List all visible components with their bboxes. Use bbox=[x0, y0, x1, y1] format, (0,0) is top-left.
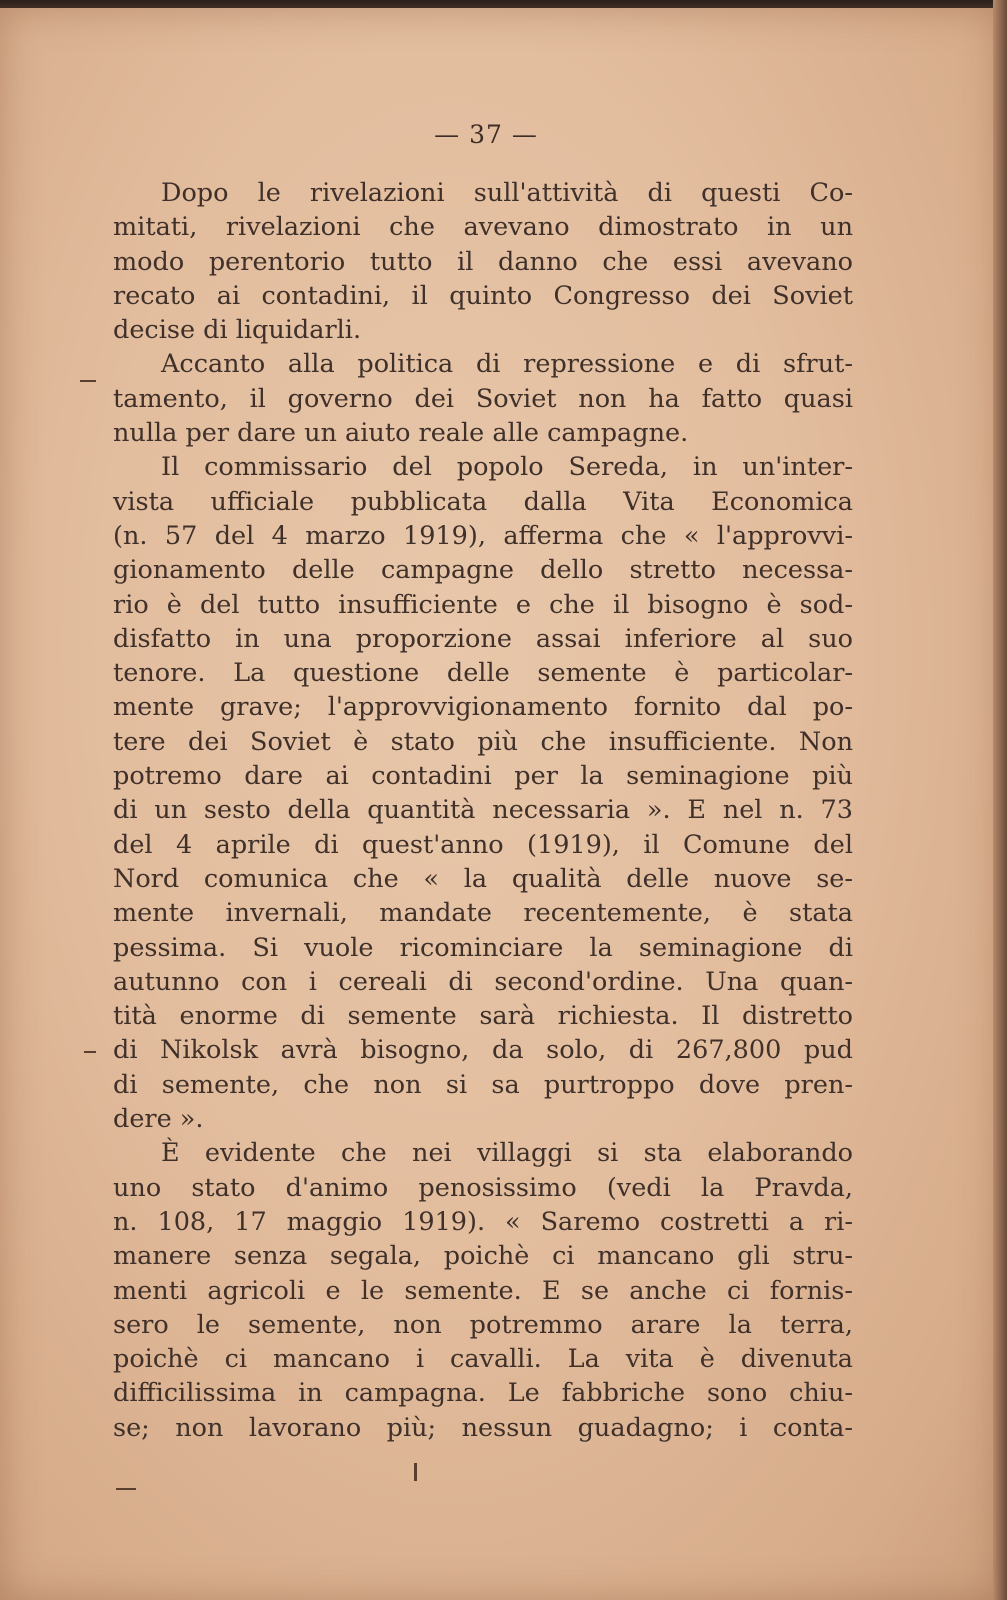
text-line: di un sesto della quantità necessaria ». E nel n. 73 bbox=[113, 795, 853, 826]
text-line: manere senza segala, poichè ci mancano gli stru- bbox=[113, 1241, 853, 1272]
text-line: dere ». bbox=[113, 1104, 204, 1135]
text-line: difficilissima in campagna. Le fabbriche sono chiu- bbox=[113, 1378, 853, 1409]
text-line: del 4 aprile di quest'anno (1919), il Comune del bbox=[113, 829, 853, 860]
ink-speck bbox=[414, 1463, 417, 1481]
text-line: Il commissario del popolo Sereda, in un'inter- bbox=[161, 452, 853, 483]
text-line: Dopo le rivelazioni sull'attività di questi Co- bbox=[161, 178, 853, 208]
text-line: vista ufficiale pubblicata dalla Vita Economica bbox=[113, 486, 853, 517]
text-line: tamento, il governo dei Soviet non ha fatto quasi bbox=[113, 383, 853, 414]
text-line: autunno con i cereali di second'ordine. Una quan- bbox=[113, 966, 853, 997]
book-page bbox=[0, 8, 1000, 1600]
text-line: mente grave; l'approvvigionamento fornito dal po- bbox=[113, 692, 853, 723]
text-line: mente invernali, mandate recentemente, è stata bbox=[113, 898, 853, 929]
text-line: decise di liquidarli. bbox=[113, 315, 362, 346]
text-line: recato ai contadini, il quinto Congresso dei Soviet bbox=[113, 280, 853, 311]
margin-mark bbox=[84, 1051, 96, 1053]
text-line: uno stato d'animo penosissimo (vedi la Pravda, bbox=[113, 1172, 853, 1203]
text-line: n. 108, 17 maggio 1919). « Saremo costretti a ri- bbox=[113, 1206, 853, 1237]
page-number: — 37 — bbox=[434, 120, 538, 149]
text-line: modo perentorio tutto il danno che essi avevano bbox=[113, 246, 853, 277]
text-line: di semente, che non si sa purtroppo dove pren- bbox=[113, 1069, 853, 1100]
text-line: poichè ci mancano i cavalli. La vita è divenuta bbox=[113, 1344, 853, 1375]
text-line: Nord comunica che « la qualità delle nuove se- bbox=[113, 863, 853, 894]
page-right-edge bbox=[993, 0, 1007, 1600]
text-line: tità enorme di semente sarà richiesta. Il distretto bbox=[113, 1001, 853, 1032]
text-line: Accanto alla politica di repressione e di sfrut- bbox=[161, 349, 853, 380]
text-line: sero le semente, non potremmo arare la terra, bbox=[113, 1309, 853, 1340]
text-line: potremo dare ai contadini per la seminagione più bbox=[113, 761, 853, 792]
text-line: (n. 57 del 4 marzo 1919), afferma che « l'approvvi- bbox=[113, 520, 853, 551]
text-line: gionamento delle campagne dello stretto necessa- bbox=[113, 555, 853, 586]
body-text bbox=[113, 176, 853, 1445]
text-line: menti agricoli e le semente. E se anche ci fornis- bbox=[113, 1275, 853, 1306]
text-line: disfatto in una proporzione assai inferiore al suo bbox=[113, 623, 853, 654]
text-line: di Nikolsk avrà bisogno, da solo, di 267,800 pud bbox=[113, 1035, 853, 1066]
text-line: pessima. Si vuole ricominciare la seminagione di bbox=[113, 932, 853, 963]
text-line: rio è del tutto insufficiente e che il bisogno è sod- bbox=[113, 589, 853, 620]
text-line: mitati, rivelazioni che avevano dimostrato in un bbox=[113, 212, 853, 243]
margin-mark bbox=[80, 380, 96, 382]
text-line: se; non lavorano più; nessun guadagno; i conta- bbox=[113, 1412, 853, 1443]
text-line: tere dei Soviet è stato più che insufficiente. Non bbox=[113, 726, 853, 757]
text-line: nulla per dare un aiuto reale alle campagne. bbox=[113, 418, 689, 449]
text-line: tenore. La questione delle semente è particolar- bbox=[113, 658, 853, 689]
ink-speck bbox=[116, 1488, 136, 1490]
text-line: È evidente che nei villaggi si sta elaborando bbox=[161, 1138, 853, 1169]
